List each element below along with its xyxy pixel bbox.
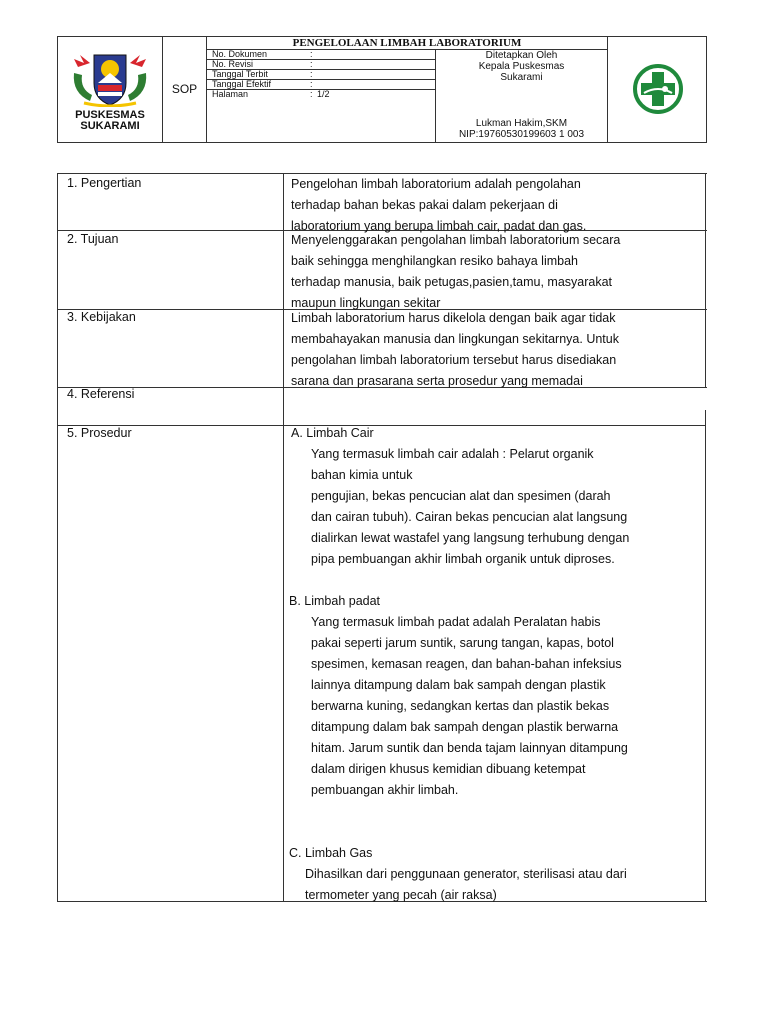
text-line: Dihasilkan dari penggunaan generator, sterilisasi atau dari	[305, 867, 627, 881]
text-line: bahan kimia untuk	[311, 468, 413, 482]
limbah-cair-heading: A. Limbah Cair	[291, 426, 374, 440]
kebijakan-text	[291, 308, 699, 392]
meta-label: No. Dokumen	[212, 49, 268, 59]
puskesmas-emblem-icon	[70, 49, 150, 107]
limbah-cair-text	[311, 444, 701, 570]
section-label-kebijakan: 3. Kebijakan	[67, 310, 136, 324]
approved-by-line: Kepala Puskesmas	[478, 61, 565, 72]
meta-row	[207, 59, 435, 69]
text-line: Pengelohan limbah laboratorium adalah pengolahan	[291, 177, 581, 191]
tujuan-text	[291, 230, 699, 314]
limbah-gas-text	[305, 864, 701, 906]
sop-content-table	[57, 173, 707, 902]
text-line: dialirkan lewat wastafel yang langsung terhubung dengan	[311, 531, 630, 545]
health-logo-cell	[608, 37, 706, 142]
meta-sep: :	[310, 89, 313, 99]
meta-label: No. Revisi	[212, 59, 254, 69]
approved-by-line: Sukarami	[500, 72, 543, 83]
text-line: termometer yang pecah (air raksa)	[305, 888, 497, 902]
text-line: sarana dan prasarana serta prosedur yang memadai	[291, 374, 583, 388]
text-line: berwarna kuning, sedangkan kertas dan plastik bekas	[311, 699, 610, 713]
text-line: pengolahan limbah laboratorium tersebut harus disediakan	[291, 353, 617, 367]
meta-row	[207, 79, 435, 89]
text-line: laboratorium yang berupa limbah cair, padat dan gas.	[291, 219, 587, 233]
text-line: membahayakan manusia dan lingkungan sekitarnya. Untuk	[291, 332, 619, 346]
pengertian-text	[291, 174, 699, 237]
text-line: hitam. Jarum suntik dan benda tajam lainnyan ditampung	[311, 741, 628, 755]
section-label-pengertian: 1. Pengertian	[67, 176, 142, 190]
text-line: pengujian, bekas pencucian alat dan spesimen (darah	[311, 489, 611, 503]
text-line: Menyelenggarakan pengolahan limbah laboratorium secara	[291, 233, 621, 247]
text-line: maupun lingkungan sekitar	[291, 296, 441, 310]
org-name: PUSKESMAS	[75, 109, 145, 121]
text-line: pakai seperti jarum suntik, sarung tangan, kapas, botol	[311, 636, 614, 650]
section-label-tujuan: 2. Tujuan	[67, 232, 119, 246]
text-line: ditampung dalam bak sampah dengan plastik berwarna	[311, 720, 619, 734]
org-place: SUKARAMI	[80, 120, 140, 132]
meta-row	[207, 49, 435, 59]
meta-sep: :	[310, 49, 313, 59]
meta-sep: :	[310, 79, 313, 89]
signer-name: Lukman Hakim,SKM	[475, 118, 568, 129]
section-label-referensi: 4. Referensi	[67, 387, 135, 401]
text-line: terhadap manusia, baik petugas,pasien,tamu, masyarakat	[291, 275, 613, 289]
meta-label: Tanggal Terbit	[212, 69, 268, 79]
meta-label: Tanggal Efektif	[212, 79, 272, 89]
meta-label: Halaman	[212, 89, 249, 99]
text-line: pembuangan akhir limbah.	[311, 783, 459, 797]
text-line: spesimen, kemasan reagen, dan bahan-bahan infeksius	[311, 657, 622, 671]
text-line: dalam dirigen khusus kemidian dibuang ketempat	[311, 762, 586, 776]
sop-header	[57, 36, 707, 143]
text-line: pipa pembuangan akhir limbah organik untuk diproses.	[311, 552, 615, 566]
meta-row	[207, 89, 435, 99]
text-line: dan cairan tubuh). Cairan bekas pencucian alat langsung	[311, 510, 628, 524]
section-label-prosedur: 5. Prosedur	[67, 426, 132, 440]
limbah-padat-text	[311, 612, 701, 801]
signer-nip: NIP:19760530199603 1 003	[458, 129, 585, 140]
limbah-gas-heading: C. Limbah Gas	[289, 846, 373, 860]
meta-sep: :	[310, 69, 313, 79]
text-line: terhadap bahan bekas pakai dalam pekerjaan di	[291, 198, 558, 212]
text-line: Yang termasuk limbah padat adalah Peralatan habis	[311, 615, 601, 629]
meta-sep: :	[310, 59, 313, 69]
text-line: Yang termasuk limbah cair adalah : Pelarut organik	[311, 447, 594, 461]
document-title: PENGELOLAAN LIMBAH LABORATORIUM	[292, 37, 522, 49]
text-line: Limbah laboratorium harus dikelola dengan baik agar tidak	[291, 311, 616, 325]
sop-label: SOP	[171, 82, 198, 96]
logo-cell	[58, 37, 162, 142]
text-line: lainnya ditampung dalam bak sampah dengan plastik	[311, 678, 606, 692]
meta-row	[207, 69, 435, 79]
limbah-padat-heading: B. Limbah padat	[289, 594, 381, 608]
text-line: baik sehingga menghilangkan resiko bahaya limbah	[291, 254, 578, 268]
approved-by-line: Ditetapkan Oleh	[485, 50, 558, 61]
health-cross-icon	[627, 63, 689, 115]
meta-value: 1/2	[317, 89, 330, 99]
